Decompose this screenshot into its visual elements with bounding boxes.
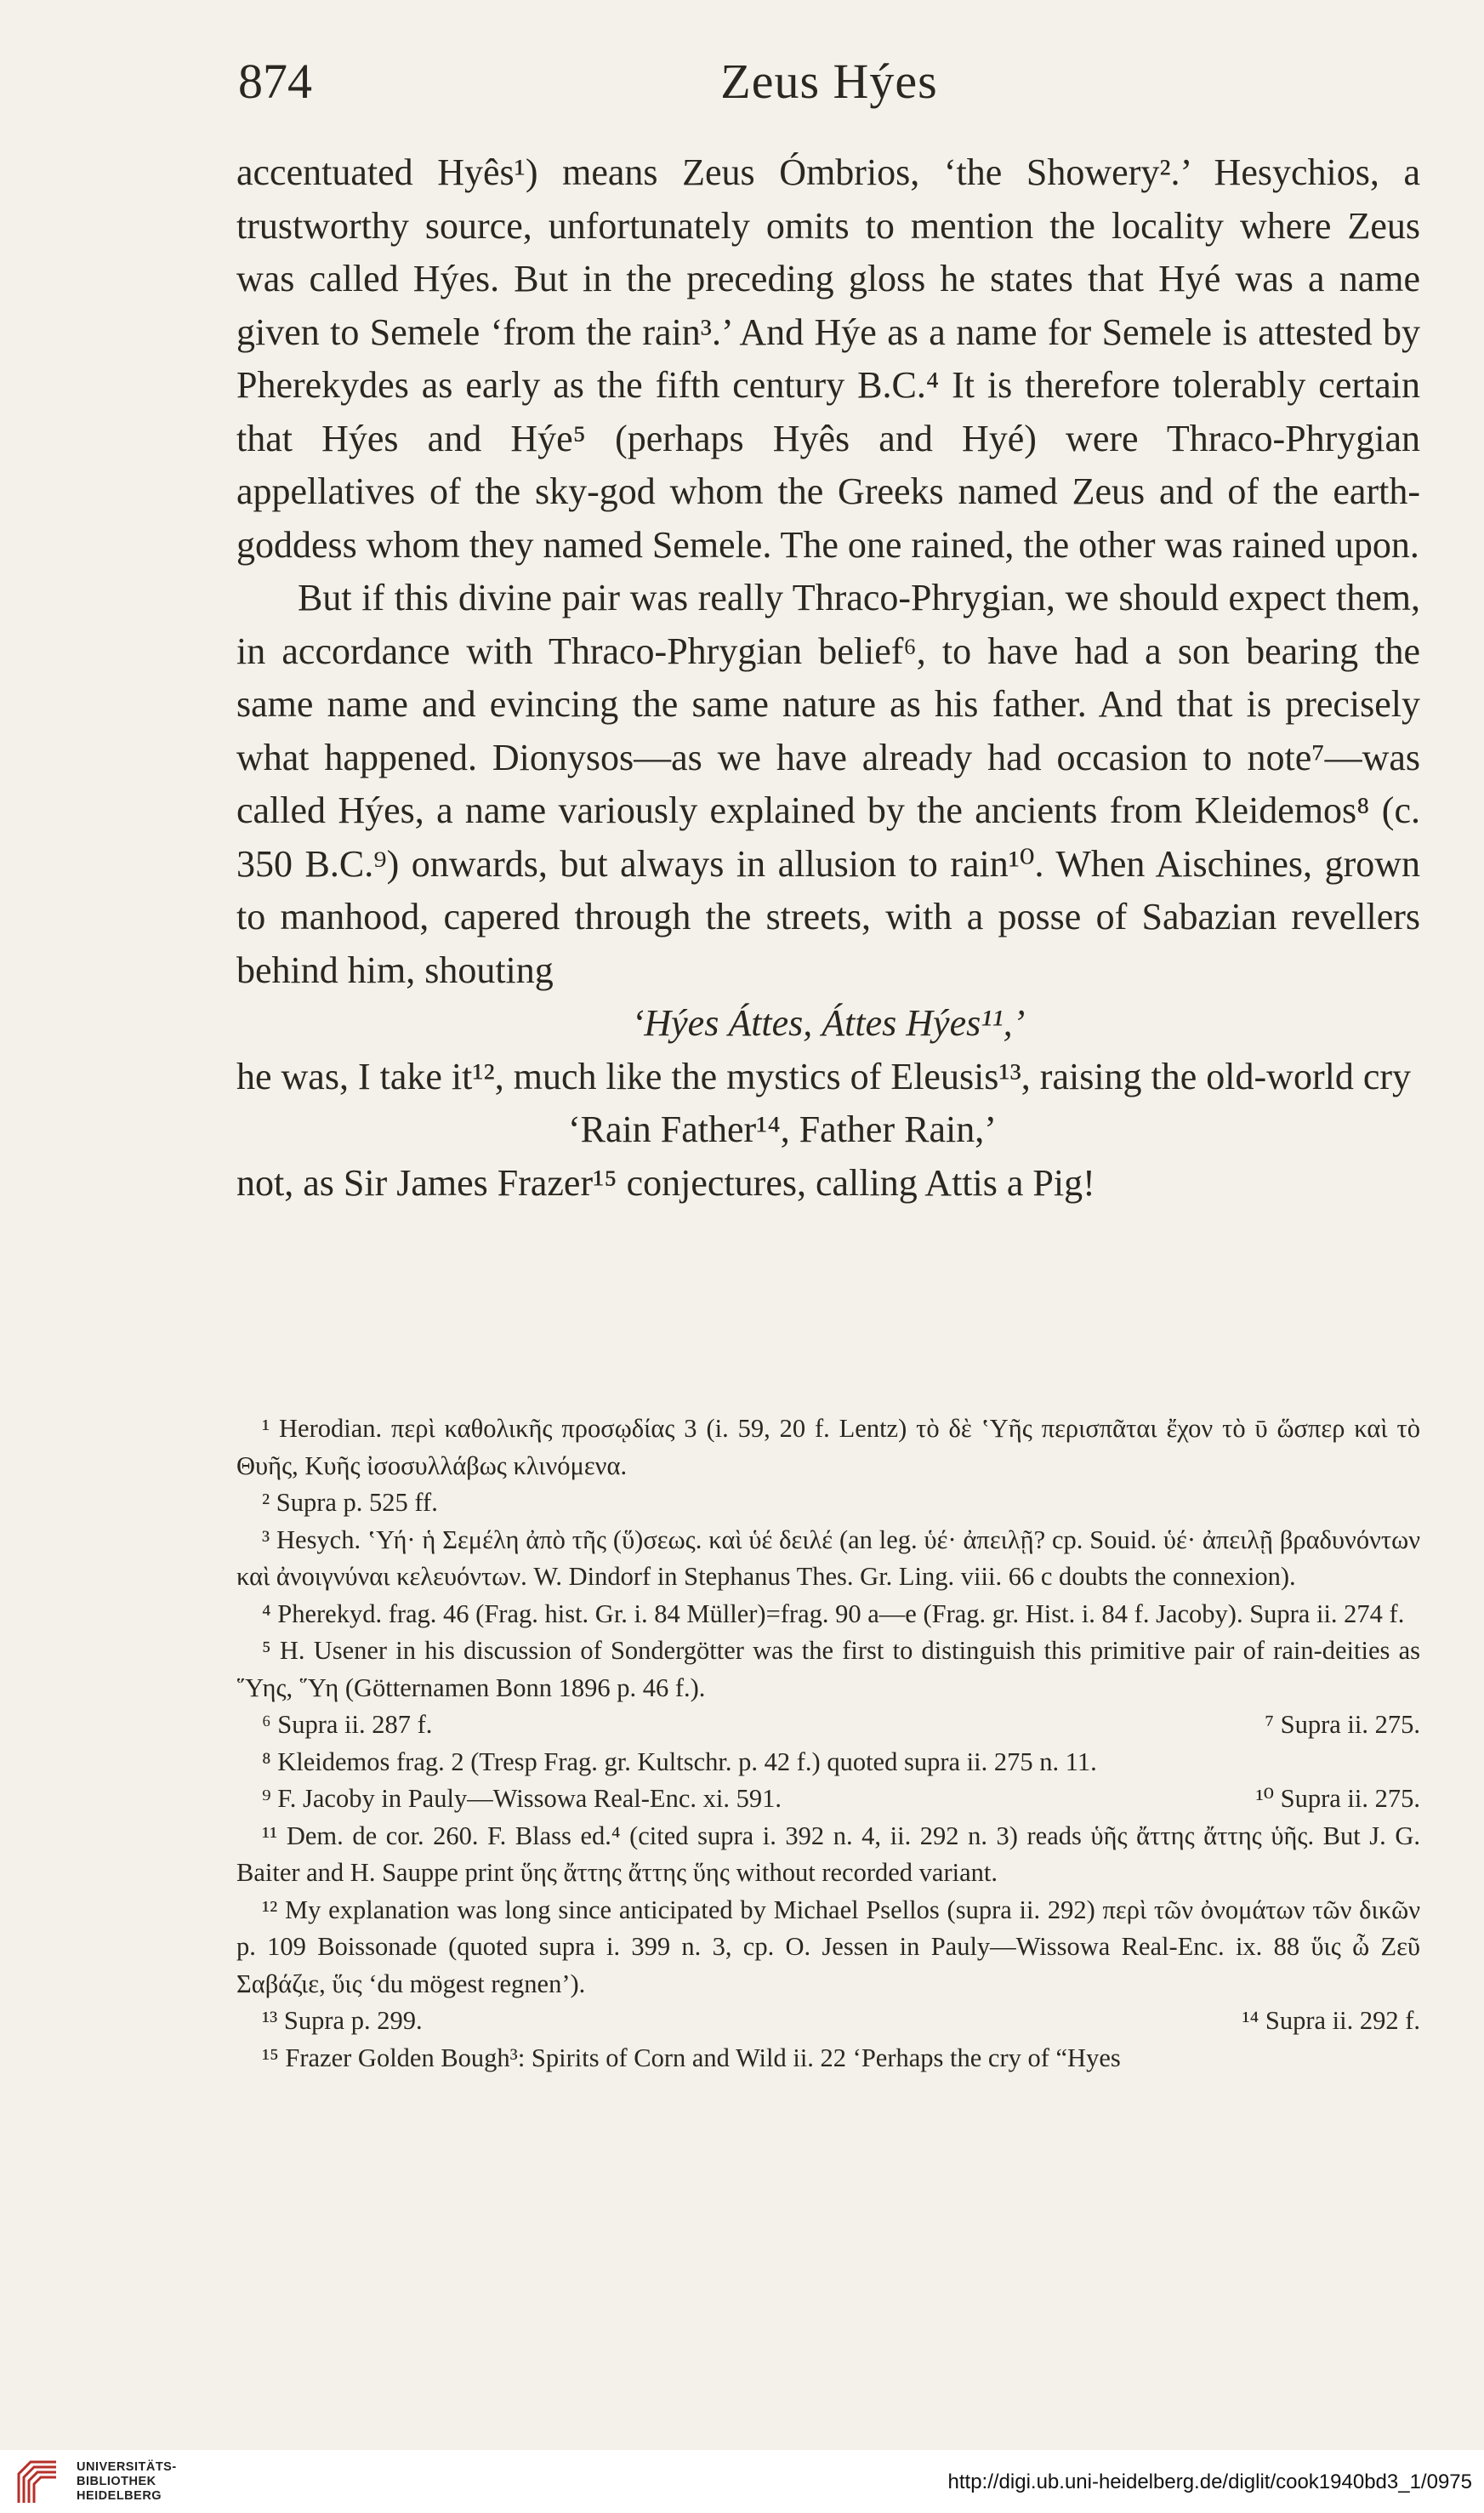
footnote: ⁸ Kleidemos frag. 2 (Tresp Frag. gr. Kultschr. p. 42 f.) quoted supra ii. 275 n. 11.: [262, 1747, 1097, 1776]
footnote: ³ Hesych. ‛Υή· ἡ Σεμέλη ἀπὸ τῆς (ὕ)σεως. καὶ ὑέ δειλέ (an leg. ὑέ· ἀπειλῇ? cp. Souid. ὑέ· ἀπειλῇ βραδυνόντων καὶ ἀνοιγνύναι κελευόντων. W. Dindorf in Stephanus Thes. Gr. Ling. viii. 66 c doubts the connexion).: [236, 1524, 1420, 1591]
footnote: ¹⁰ Supra ii. 275.: [1255, 1784, 1420, 1813]
quotation: ‘Hýes Áttes, Áttes Hýes¹¹,’: [631, 1002, 1026, 1044]
running-head: Zeus Hýes: [720, 54, 938, 109]
quotation: ‘Rain Father¹⁴, Father Rain,’: [568, 1108, 997, 1150]
footnote-row: [236, 1707, 1420, 1744]
footnote: ¹⁵ Frazer Golden Bough³: Spirits of Corn and Wild ii. 22 ‘Perhaps the cry of “Hyes: [262, 2043, 1121, 2072]
library-name-line: BIBLIOTHEK: [77, 2475, 156, 2488]
footnote: ⁵ H. Usener in his discussion of Sondergötter was the first to distinguish this primitive pair of rain-deities as ῞Υης, ῞Υη (Götternamen Bonn 1896 p. 46 f.).: [236, 1636, 1420, 1702]
paragraph: accentuated Hyês¹) means Zeus Ómbrios, ‘the Showery².’ Hesychios, a trustworthy source, unfortunately omits to mention the locality where Zeus was called Hýes. But in the preceding gloss he states that Hyé was a name given to Semele ‘from the rain³.’ And Hýe as a name for Semele is attested by Pherekydes as early as the fifth century B.C.⁴ It is therefore tolerably certain that Hýes and Hýe⁵ (perhaps Hyês and Hyé) were Thraco-Phrygian appellatives of the sky-god whom the Greeks named Zeus and of the earth-goddess whom they named Semele. The one rained, the other was rained upon.: [236, 151, 1420, 566]
footnote: ⁴ Pherekyd. frag. 46 (Frag. hist. Gr. i. 84 Müller)=frag. 90 a—e (Frag. gr. Hist. i. 84 f. Jacoby). Supra ii. 274 f.: [262, 1598, 1405, 1628]
paragraph: But if this divine pair was really Thraco-Phrygian, we should expect them, in accordance with Thraco-Phrygian belief⁶, to have had a son bearing the same name and evincing the same nature as his father. And that is precisely what happened. Dionysos—as we have already had occasion to note⁷—was called Hýes, a name variously explained by the ancients from Kleidemos⁸ (c. 350 B.C.⁹) onwards, but always in allusion to rain¹⁰. When Aischines, grown to manhood, capered through the streets, with a posse of Sabazian revellers behind him, shouting: [236, 577, 1420, 991]
footnote: ¹¹ Dem. de cor. 260. F. Blass ed.⁴ (cited supra i. 392 n. 4, ii. 292 n. 3) reads ὑῆς ἄττης ἄττης ὑῆς. But J. G. Baiter and H. Sauppe print ὕης ἄττης ἄττης ὕης without recorded variant.: [236, 1821, 1420, 1887]
viewer-footer: [0, 2450, 1484, 2513]
main-text: [236, 146, 1420, 1210]
library-name: [77, 2460, 177, 2504]
footnote: ¹² My explanation was long since anticipated by Michael Psellos (supra ii. 292) περὶ τῶν ὀνομάτων τῶν δικῶν p. 109 Boissonade (quoted supra i. 399 n. 3, cp. O. Jessen in Pauly—Wissowa Real-Enc. ix. 88 ὕις ὦ Ζεῦ Σαβάζιε, ὕις ‘du mögest regnen’).: [236, 1895, 1420, 1998]
university-library-logo-icon[interactable]: [15, 2459, 60, 2506]
library-name-line: UNIVERSITÄTS-: [77, 2460, 177, 2474]
footnote: ¹⁴ Supra ii. 292 f.: [1242, 2006, 1420, 2035]
footnote: ¹³ Supra p. 299.: [262, 2006, 423, 2035]
footnote-row: [236, 1781, 1420, 1818]
footnote: ¹ Herodian. περὶ καθολικῆς προσῳδίας 3 (i. 59, 20 f. Lentz) τὸ δὲ ‛Υῆς περισπᾶται ἔχον τὸ ῡ ὥσπερ καὶ τὸ Θυῆς, Κυῆς ἰσοσυλλάβως κλινόμενα.: [236, 1414, 1420, 1480]
library-name-line: HEIDELBERG: [77, 2489, 162, 2503]
footnote: ⁶ Supra ii. 287 f.: [262, 1710, 433, 1739]
footnotes: [236, 1410, 1420, 2077]
footnote-row: [236, 2003, 1420, 2040]
paragraph: he was, I take it¹², much like the mystics of Eleusis¹³, raising the old-world cry: [236, 1055, 1412, 1097]
footnote: ² Supra p. 525 ff.: [262, 1488, 438, 1517]
footnote: ⁹ F. Jacoby in Pauly—Wissowa Real-Enc. xi. 591.: [262, 1784, 782, 1813]
page-header: [238, 53, 1420, 121]
footnote: ⁷ Supra ii. 275.: [1265, 1710, 1420, 1739]
paragraph: not, as Sir James Frazer¹⁵ conjectures, calling Attis a Pig!: [236, 1161, 1095, 1204]
page-number: 874: [238, 54, 312, 109]
permalink[interactable]: http://digi.ub.uni-heidelberg.de/diglit/cook1940bd3_1/0975: [947, 2470, 1472, 2493]
